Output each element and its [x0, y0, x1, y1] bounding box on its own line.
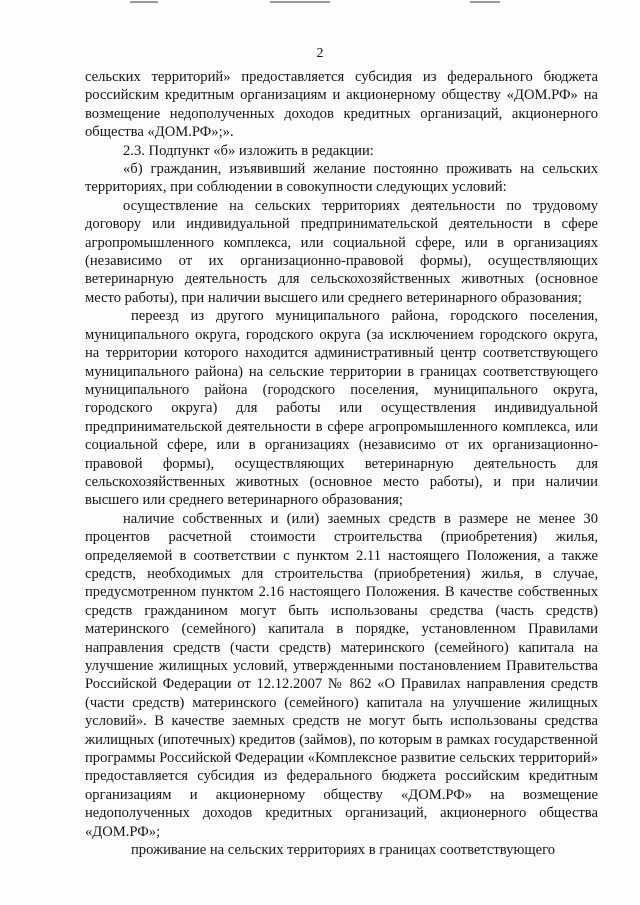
scan-top-edge-marks [0, 0, 640, 6]
page-number: 2 [316, 46, 324, 61]
document-body [85, 68, 598, 859]
paragraph-amendment-heading: 2.3. Подпункт «б» изложить в редакции: [123, 142, 374, 159]
paragraph-continuation: сельских территорий» предоставляется субсидия из федерального бюджета российским кредитным организациям и акционерному обществу «ДОМ.РФ» на возмещение недополученных доходов кредитных организаций, акционерного общества «ДОМ.РФ»;». [85, 69, 598, 141]
paragraph-condition-funds: наличие собственных и (или) заемных средств в размере не менее 30 процентов расчетной стоимости строительства (приобретения) жилья, определяемой в соответствии с пунктом 2.11 настоящего Положения, а также средств, необходимых для строительства (приобретения) жилья, в случае, предусмотренном пунктом 2.16 настоящего Положения. В качестве собственных средств гражданином могут быть использованы средства (часть средств) материнского (семейного) капитала в порядке, установленном Правилами направления средств (части средств) материнского (семейного) капитала на улучшение жилищных условий, утвержденными постановлением Правительства Российской Федерации от 12.12.2007 № 862 «О Правилах направления средств (части средств) материнского (семейного) капитала на улучшение жилищных условий». В качестве заемных средств не могут быть использованы средства жилищных (ипотечных) кредитов (займов), по которым в рамках государственной программы Российской Федерации «Комплексное развитие сельских территорий» предоставляется субсидия из федерального бюджета российским кредитным организациям и акционерному обществу «ДОМ.РФ» на возмещение недополученных доходов кредитных организаций, акционерного общества «ДОМ.РФ»; [85, 510, 598, 840]
paragraph-subpoint-b: «б) гражданин, изъявивший желание постоянно проживать на сельских территориях, при соблюдении в совокупности следующих условий: [85, 161, 598, 196]
paragraph-condition-employment: осуществление на сельских территориях деятельности по трудовому договору или индивидуальной предпринимательской деятельности в сфере агропромышленного комплекса, или социальной сфере, или в организациях (независимо от их организационно-правовой формы), осуществляющих ветеринарную деятельность для сельскохозяйственных животных (основное место работы), при наличии высшего или среднего ветеринарного образования; [85, 197, 598, 306]
paragraph-condition-relocation: переезд из другого муниципального района, городского поселения, муниципального округа, городского округа (за исключением городского округа, на территории которого находится административный центр соответствующего муниципального района) на сельские территории в границах соответствующего муниципального района (городского поселения, муниципального округа, городского округа) для работы или осуществления индивидуальной предпринимательской деятельности в сфере агропромышленного комплекса, или социальной сфере, или в организациях (независимо от их организационно-правовой формы), осуществляющих ветеринарную деятельность для сельскохозяйственных животных (основное место работы), и при наличии высшего или среднего ветеринарного образования; [85, 308, 598, 509]
paragraph-condition-residence: проживание на сельских территориях в границах соответствующего [131, 842, 556, 859]
